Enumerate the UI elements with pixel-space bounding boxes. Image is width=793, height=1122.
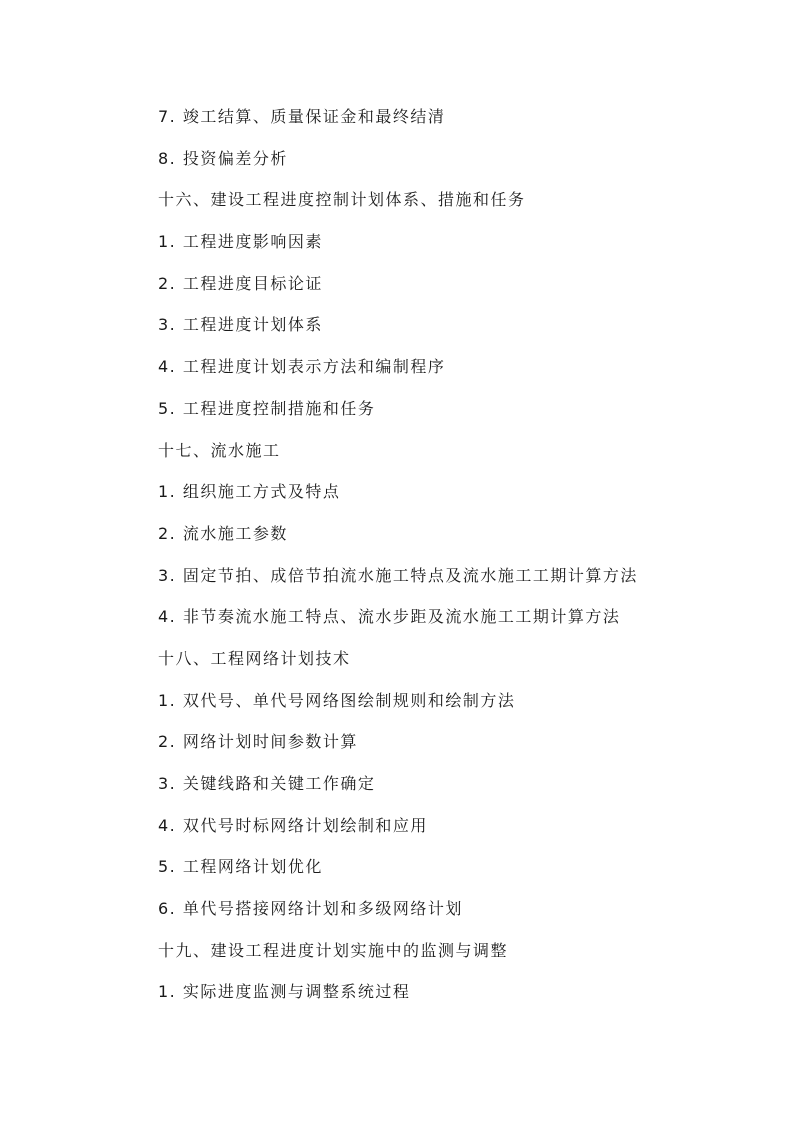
item-3-critical-path: 3. 关键线路和关键工作确定 — [158, 774, 376, 793]
item-3-fixed-rhythm: 3. 固定节拍、成倍节拍流水施工特点及流水施工工期计算方法 — [158, 565, 638, 585]
item-1-progress-monitoring: 1. 实际进度监测与调整系统过程 — [158, 982, 411, 1002]
item-1-construction-methods: 1. 组织施工方式及特点 — [158, 482, 341, 502]
item-8-investment-deviation: 8. 投资偏差分析 — [158, 148, 288, 168]
item-1-network-drawing: 1. 双代号、单代号网络图绘制规则和绘制方法 — [158, 690, 516, 710]
item-2-progress-target: 2. 工程进度目标论证 — [158, 273, 323, 293]
item-2-time-parameters: 2. 网络计划时间参数计算 — [158, 732, 358, 752]
item-1-progress-factors: 1. 工程进度影响因素 — [158, 232, 323, 252]
item-5-control-measures: 5. 工程进度控制措施和任务 — [158, 398, 376, 418]
item-7-settlement: 7. 竣工结算、质量保证金和最终结清 — [158, 107, 446, 126]
section-17-heading: 十七、流水施工 — [158, 440, 281, 460]
item-3-plan-system: 3. 工程进度计划体系 — [158, 315, 323, 335]
item-4-timescaled-network: 4. 双代号时标网络计划绘制和应用 — [158, 815, 428, 835]
item-6-overlap-network: 6. 单代号搭接网络计划和多级网络计划 — [158, 899, 463, 919]
section-16-heading: 十六、建设工程进度控制计划体系、措施和任务 — [158, 190, 526, 210]
item-5-network-optimization: 5. 工程网络计划优化 — [158, 857, 323, 877]
section-18-heading: 十八、工程网络计划技术 — [158, 648, 351, 668]
item-4-non-rhythm: 4. 非节奏流水施工特点、流水步距及流水施工工期计算方法 — [158, 607, 621, 627]
section-19-heading: 十九、建设工程进度计划实施中的监测与调整 — [158, 940, 509, 960]
outline-list — [158, 105, 718, 1022]
item-4-plan-representation: 4. 工程进度计划表示方法和编制程序 — [158, 357, 446, 377]
item-2-flow-parameters: 2. 流水施工参数 — [158, 523, 288, 543]
